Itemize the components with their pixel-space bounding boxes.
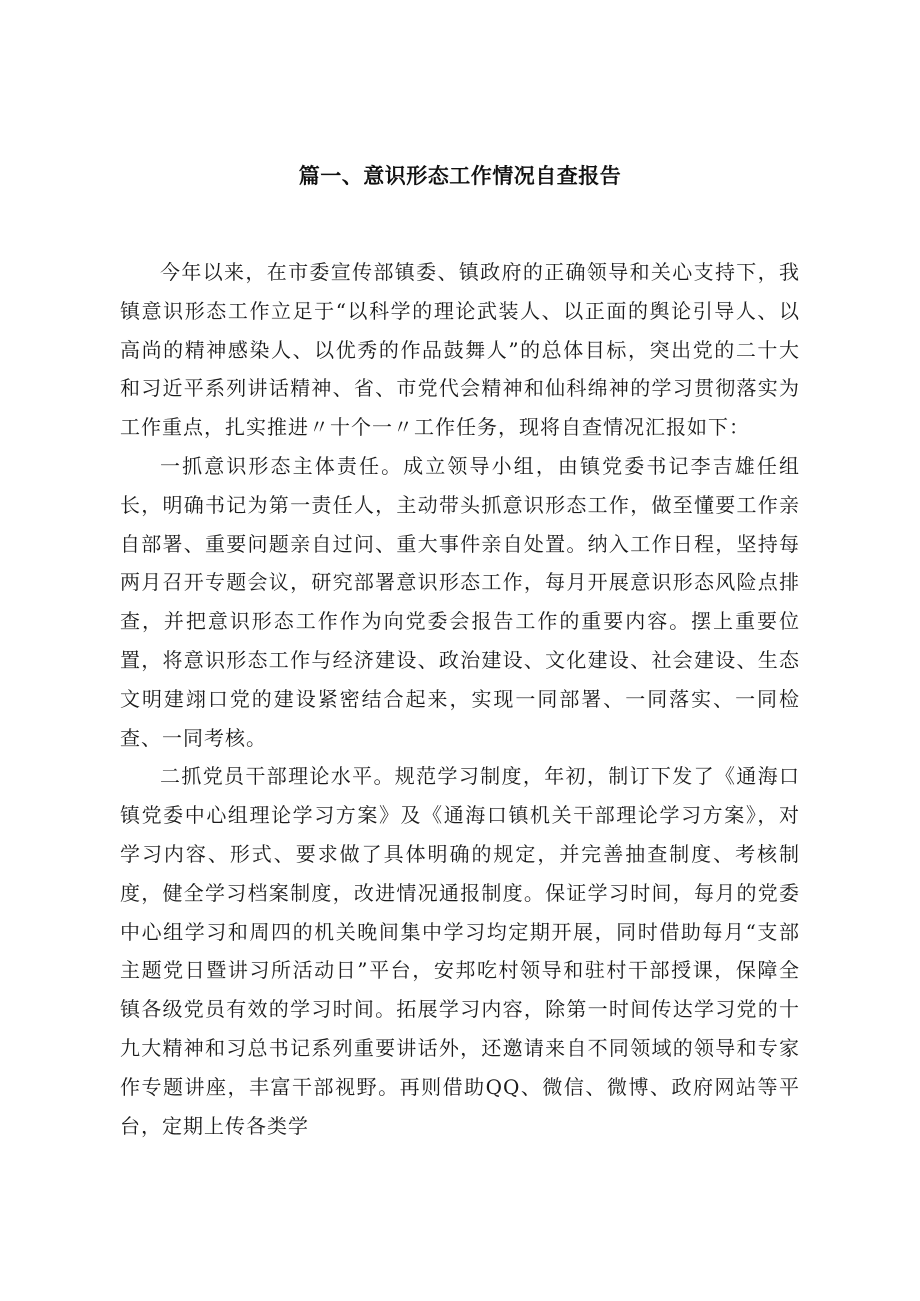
document-body	[120, 253, 800, 1145]
paragraph-theory-study: 二抓党员干部理论水平。规范学习制度，年初，制订下发了《通海口镇党委中心组理论学习方案》及《通海口镇机关干部理论学习方案》，对学习内容、形式、要求做了具体明确的规定，并完善抽查制度、考核制度，健全学习档案制度，改进情况通报制度。保证学习时间，每月的党委中心组学习和周四的机关晚间集中学习均定期开展，同时借助每月“支部主题党日暨讲习所活动日”平台，安邦吃村领导和驻村干部授课，保障全镇各级党员有效的学习时间。拓展学习内容，除第一时间传达学习党的十九大精神和习总书记系列重要讲话外，还邀请来自不同领域的领导和专家作专题讲座，丰富干部视野。再则借助QQ、微信、微博、政府网站等平台，定期上传各类学	[120, 764, 800, 1138]
paragraph-intro: 今年以来，在市委宣传部镇委、镇政府的正确领导和关心支持下，我镇意识形态工作立足于“以科学的理论武装人、以正面的舆论引导人、以高尚的精神感染人、以优秀的作品鼓舞人”的总体目标，突出党的二十大和习近平系列讲话精神、省、市党代会精神和仙科绵神的学习贯彻落实为工作重点，扎实推进〃十个一〃工作任务，现将自查情况汇报如下：	[120, 260, 800, 440]
paragraph-responsibility: 一抓意识形态主体责任。成立领导小组，由镇党委书记李吉雄任组长，明确书记为第一责任人，主动带头抓意识形态工作，做至懂要工作亲自部署、重要问题亲自过问、重大事件亲自处置。纳入工作日程，坚持每两月召开专题会议，研究部署意识形态工作，每月开展意识形态风险点排查，并把意识形态工作作为向党委会报告工作的重要内容。摆上重要位置，将意识形态工作与经济建设、政治建设、文化建设、社会建设、生态文明建翊口党的建设紧密结合起来，实现一同部署、一同落实、一同检查、一同考核。	[120, 453, 800, 750]
document-title: 篇一、意识形态工作情况自查报告	[298, 164, 622, 188]
